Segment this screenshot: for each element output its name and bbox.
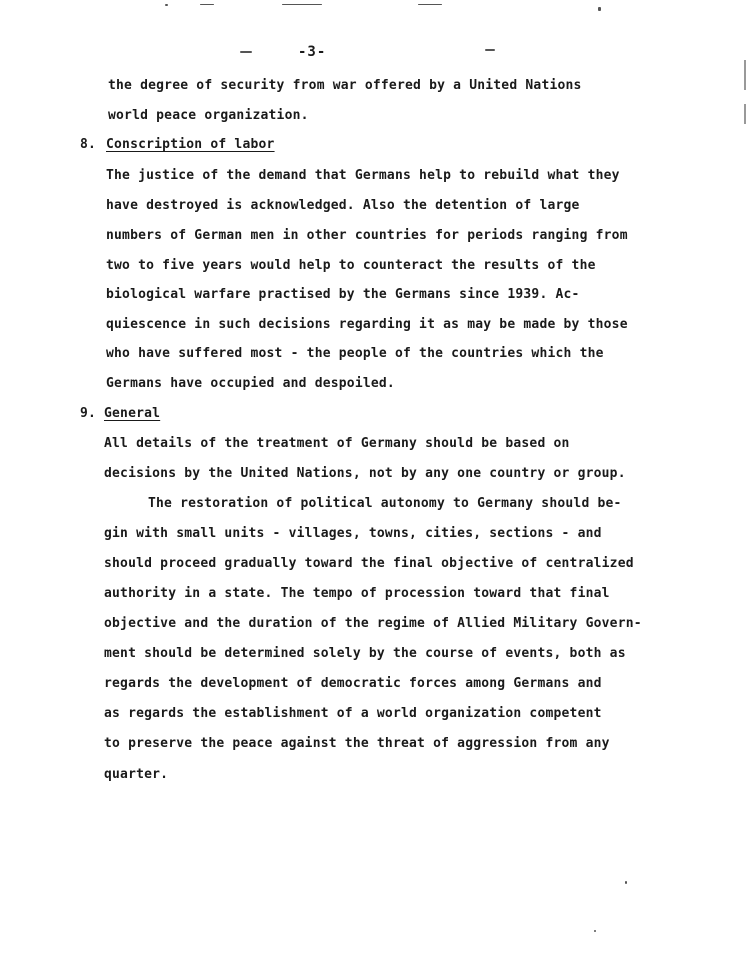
text-line: quarter. [104, 767, 169, 782]
text-line: gin with small units - villages, towns, cities, sections - and [104, 526, 602, 541]
text-line: biological warfare practised by the Germans since 1939. Ac- [106, 287, 580, 302]
text-line: All details of the treatment of Germany should be based on [104, 436, 570, 451]
scan-speck [165, 4, 168, 6]
scan-speck [200, 4, 214, 5]
scan-speck [418, 4, 442, 5]
scan-speck [625, 881, 627, 884]
text-line: quiescence in such decisions regarding it as may be made by those [106, 317, 628, 332]
scan-speck [282, 4, 322, 5]
scan-edge-mark [744, 60, 746, 90]
text-line: The justice of the demand that Germans help to rebuild what they [106, 168, 620, 183]
section-number: 8. [80, 137, 97, 152]
text-line: regards the development of democratic forces among Germans and [104, 676, 602, 691]
scan-speck [240, 51, 252, 53]
scan-speck [485, 49, 495, 51]
text-line: have destroyed is acknowledged. Also the detention of large [106, 198, 580, 213]
scan-speck [594, 930, 596, 932]
scan-edge-mark [744, 104, 746, 124]
section-heading: General [104, 406, 161, 421]
text-line: ment should be determined solely by the course of events, both as [104, 646, 626, 661]
text-line: The restoration of political autonomy to Germany should be- [148, 496, 622, 511]
text-line: authority in a state. The tempo of procession toward that final [104, 586, 610, 601]
text-line: the degree of security from war offered by a United Nations [108, 78, 582, 93]
text-line: Germans have occupied and despoiled. [106, 376, 395, 391]
text-line: objective and the duration of the regime of Allied Military Govern- [104, 616, 642, 631]
text-line: two to five years would help to counteract the results of the [106, 258, 596, 273]
text-line: world peace organization. [108, 108, 309, 123]
text-line: numbers of German men in other countries for periods ranging from [106, 228, 628, 243]
text-line: decisions by the United Nations, not by any one country or group. [104, 466, 626, 481]
page-number: -3- [298, 44, 327, 60]
text-line: as regards the establishment of a world organization competent [104, 706, 602, 721]
text-line: to preserve the peace against the threat of aggression from any [104, 736, 610, 751]
section-heading: Conscription of labor [106, 137, 275, 152]
section-number: 9. [80, 406, 97, 421]
text-line: should proceed gradually toward the final objective of centralized [104, 556, 634, 571]
text-line: who have suffered most - the people of the countries which the [106, 346, 604, 361]
scan-speck [598, 7, 601, 11]
